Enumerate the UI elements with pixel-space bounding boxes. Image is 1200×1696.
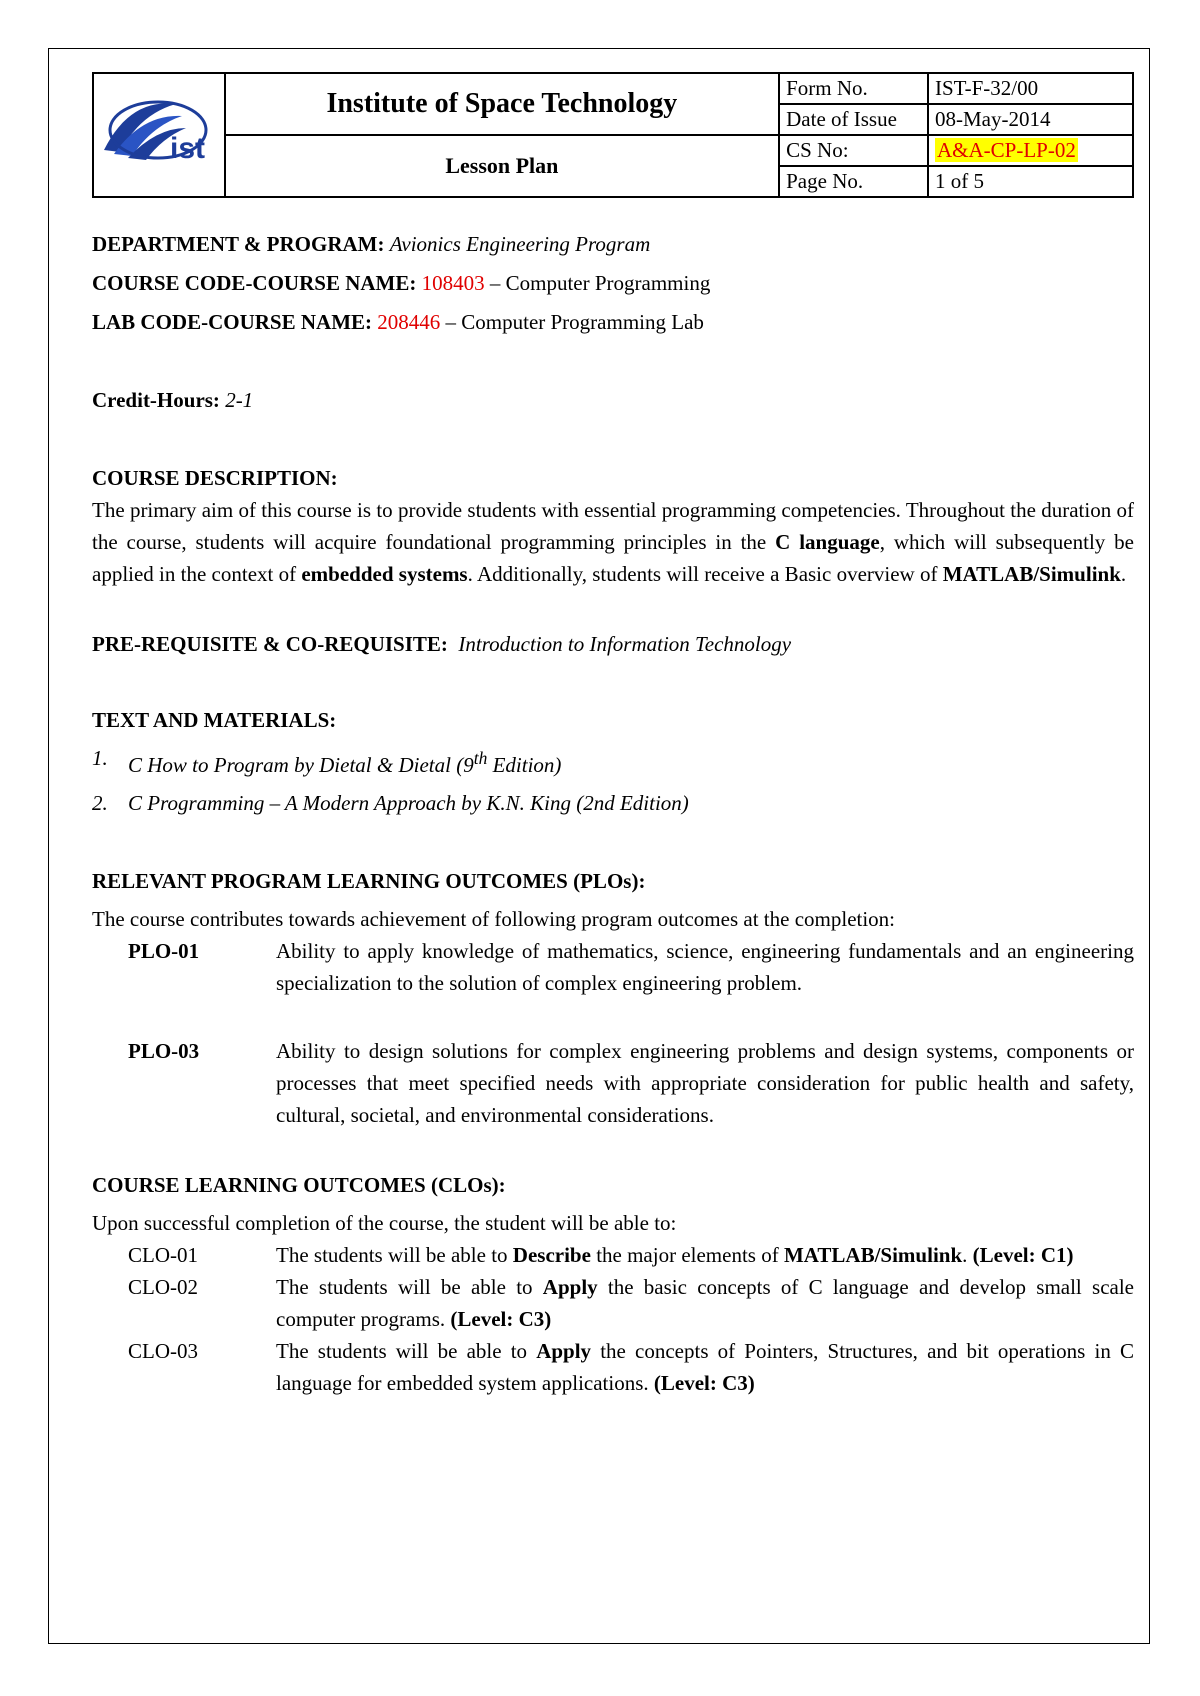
course-name: – Computer Programming bbox=[489, 271, 711, 295]
description-heading: COURSE DESCRIPTION: bbox=[92, 466, 338, 490]
list-item: 1. C How to Program by Dietal & Dietal (9th Edition) bbox=[92, 746, 562, 777]
department-value: Avionics Engineering Program bbox=[389, 232, 651, 256]
prereq-label: PRE-REQUISITE & CO-REQUISITE: bbox=[92, 632, 448, 656]
course-code: 108403 bbox=[421, 271, 485, 295]
issue-date-value: 08-May-2014 bbox=[928, 104, 1133, 135]
plo-row: PLO-01 Ability to apply knowledge of mathematics, science, engineering fundamentals and an engineering specialization to the solution of complex engineering problem. bbox=[128, 939, 1134, 995]
logo-cell bbox=[93, 73, 225, 197]
clo-row: CLO-02 The students will be able to Apply the basic concepts of C language and develop small scale computer programs. (Level: C3) bbox=[128, 1275, 1134, 1331]
plo-intro: The course contributes towards achievement of following program outcomes at the completion: bbox=[92, 907, 896, 931]
course-label: COURSE CODE-COURSE NAME: bbox=[92, 271, 417, 295]
texts-heading: TEXT AND MATERIALS: bbox=[92, 708, 337, 732]
ist-logo bbox=[100, 92, 218, 172]
lab-name: – Computer Programming Lab bbox=[445, 310, 704, 334]
institute-title: Institute of Space Technology bbox=[225, 73, 780, 135]
clo-row: CLO-01 The students will be able to Describe the major elements of MATLAB/Simulink. (Level: C1) bbox=[128, 1243, 1074, 1267]
department-line bbox=[92, 228, 1134, 260]
plo-heading: RELEVANT PROGRAM LEARNING OUTCOMES (PLOs): bbox=[92, 869, 646, 893]
lab-label: LAB CODE-COURSE NAME: bbox=[92, 310, 373, 334]
course-line bbox=[92, 267, 1134, 299]
clo-row: CLO-03 The students will be able to Apply the concepts of Pointers, Structures, and bit operations in C language for embedded system applications. (Level: C3) bbox=[128, 1339, 1134, 1395]
form-no-label: Form No. bbox=[779, 73, 928, 104]
form-no-value: IST-F-32/00 bbox=[928, 73, 1133, 104]
department-label: DEPARTMENT & PROGRAM: bbox=[92, 232, 385, 256]
page-no-value: 1 of 5 bbox=[928, 166, 1133, 197]
texts-list bbox=[92, 742, 1134, 819]
lab-code: 208446 bbox=[377, 310, 441, 334]
prereq-value: Introduction to Information Technology bbox=[458, 632, 792, 656]
header-table bbox=[92, 72, 1134, 198]
plo-row: PLO-03 Ability to design solutions for complex engineering problems and design systems, components or processes that meet specified needs with appropriate consideration for public health and safety, cultural, societal, and environmental considerations. bbox=[128, 1039, 1134, 1127]
lab-line bbox=[92, 306, 1134, 338]
clo-intro: Upon successful completion of the course, the student will be able to: bbox=[92, 1211, 677, 1235]
credit-line bbox=[92, 384, 1134, 416]
cs-no-label: CS No: bbox=[779, 135, 928, 166]
list-item: 2. C Programming – A Modern Approach by K.N. King (2nd Edition) bbox=[92, 791, 689, 815]
page-no-label: Page No. bbox=[779, 166, 928, 197]
clo-heading: COURSE LEARNING OUTCOMES (CLOs): bbox=[92, 1173, 506, 1197]
cs-no-value: A&A-CP-LP-02 bbox=[937, 138, 1076, 162]
credit-value: 2-1 bbox=[225, 388, 254, 412]
issue-date-label: Date of Issue bbox=[779, 104, 928, 135]
credit-label: Credit-Hours: bbox=[92, 388, 220, 412]
doc-type: Lesson Plan bbox=[225, 135, 780, 197]
description-text: The primary aim of this course is to provide students with essential programming competencies. Throughout the duration of the course, students will acquire foundational programming principles in the C language, which will subsequently be applied in the context of embedded systems. Additionally, students will receive a Basic overview of MATLAB/Simulink. bbox=[92, 498, 1134, 586]
cs-no-value-cell bbox=[928, 135, 1133, 166]
prereq-line bbox=[92, 628, 1134, 660]
document-body bbox=[92, 72, 1134, 1399]
logo-text: ist bbox=[169, 132, 205, 165]
